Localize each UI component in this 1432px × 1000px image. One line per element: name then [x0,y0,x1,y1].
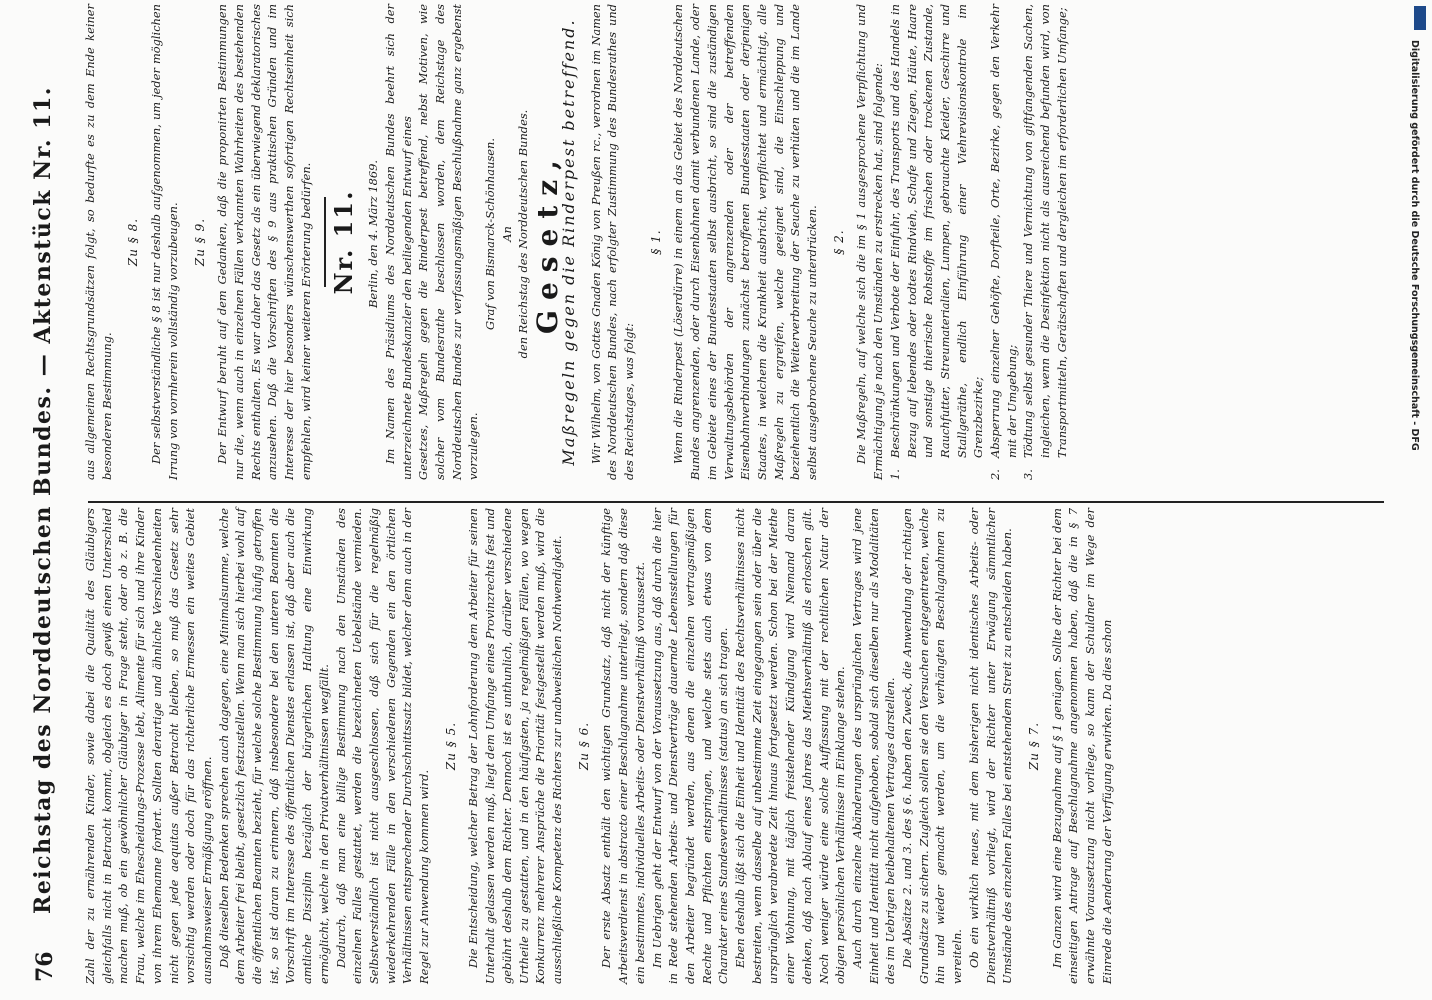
running-title: Reichstag des Norddeutschen Bundes. — Aktenstück Nr. 11. [30,86,56,914]
list-text: Beschränkungen und Verbote der Einfuhr, des Transports und des Handels in Bezug auf lebendes oder todtes Rindvieh, Schafe und Ziegen, Häute, Haare und sonstige thierische Rohstoffe im frischen oder trockenen Zustande, Rauchfutter, Streumaterialien, Lumpen, gebrauchte Kleider, Geschirre und Stallgeräthe, endlich Einführung einer Viehrevisionskontrole im Grenzbezirke; [887,4,986,458]
list-number: 3. [1021,469,1036,480]
paragraph: Die Entscheidung, welcher Betrag der Lohnforderung dem Arbeiter für seinen Unterhalt gelassen werden muß, liegt dem Umfange eines Provinzrechts fest und gebührt deshalb dem Richter. Dennoch ist es unthunlich, darüber verschiedene Urtheile zu gestatten, und in den häufigsten, ja regelmäßigen Fällen, wo wegen Konkurrenz mehrerer Ansprüche die Priorität festgestellt werden muß, wird die ausschließliche Kompetenz des Richters zur unabweislichen Nothwendigkeit. [466,508,564,984]
law-title: Gesetz, [531,150,565,334]
list-item [987,4,1020,480]
digitization-credit: Digitalisierung gefördert durch die Deutsche Forschungsgemeinschaft - DFG [1409,40,1420,451]
paragraph: Dadurch, daß man eine billige Bestimmung nach den Umständen des einzelnen Falles gestattet, werden die bezeichneten Uebelstände vermieden. Selbstverständlich ist nicht ausgeschlossen, daß sich für die regelmäßig wiederkehrenden Fälle in den verschiedenen Gegenden ein den örtlichen Verhältnissen entsprechender Durchschnittssatz bildet, welcher denn auch in der Regel zur Anwendung kommen wird. [333,508,432,984]
section-heading: Zu § 7. [1026,721,1041,771]
list-item [887,4,987,480]
column-divider [88,501,1384,503]
list-text: Tödtung selbst gesunder Thiere und Vernichtung von giftfangenden Sachen, ingleichen, wenn die Desinfektion nicht als ausreichend befunden wird, von Transportmitteln, Gerätschaften und dergleichen im erforderlichen Umfange; [1021,4,1069,458]
page-header [22,0,72,1000]
paragraph: Der selbstverständliche § 8 ist nur deshalb aufgenommen, um jeder möglichen Irrung von vornherein vollständig vorzubeugen. [149,4,180,480]
list-number: 1. [887,469,902,480]
list-text: Absperrung einzelner Gehöfte, Dorfteile, Orte, Bezirke, gegen den Verkehr mit der Umgebung; [988,4,1019,458]
paragraph: Gesetzes, Maßregeln gegen die Rinderpest betreffend, nebst Motiven, wie solcher vom Bundesrathe beschlossen worden, dem Reichstage des Norddeutschen Bundes zur verfassungsmäßigen Beschlußnahme ganz ergebenst vorzulegen. [416,4,481,480]
left-column [82,508,1115,984]
list-item [1020,4,1070,480]
paragraph: Der Entwurf beruht auf dem Gedanken, daß die proponirten Bestimmungen nur die, wenn auch in einzelnen Fällen verkannten Wahrheiten des bestehenden Rechts enthalten. Es war daher das Gesetz als ein überwiegend deklaratorisches anzusehen. Daß die Vorschriften des § 9 aus praktischen Gründen und im Interesse der hier besonders wünschenswerthen sofortigen Rechtseinheit sich empfehlen, wird keiner weiteren Erörterung bedürfen. [215,4,313,480]
paragraph: Im Uebrigen geht der Entwurf von der Voraussetzung aus, daß durch die hier in Rede stehenden Arbeits- und Dienstverträge dauernde Lebensstellungen für den Arbeiter begründet werden, aus denen die einzelnen vertragsmäßigen Rechte und Pflichten entspringen, und welche stets auch etwas von dem Charakter eines Standesverhältnisses (status) an sich tragen. [649,508,731,984]
addressee-line: den Reichstag des Norddeutschen Bundes. [516,109,531,359]
list-number: 2. [988,469,1003,480]
addressee-line: An [499,226,514,242]
paragraph: Wir Wilhelm, von Gottes Gnaden König von Preußen rc., verordnen im Namen des Norddeutschen Bundes, nach erfolgter Zustimmung des Bundesrathes und des Reichstages, was folgt: [588,4,636,480]
section-heading: Zu § 5. [443,721,458,771]
paragraph: Ob ein wirklich neues, mit dem bisherigen nicht identisches Arbeits- oder Dienstverhältniß vorliegt, wird der Richter unter Erwägung sämmtlicher Umstände des einzelnen Falles bei entstehendem Streit zu entscheiden haben. [966,508,1015,984]
document-number: Nr. 11. [329,189,359,295]
paragraph: aus allgemeinen Rechtsgrundsätzen folgt, so bedurfte es zu dem Ende keiner besonderen Bestimmung. [83,4,114,480]
section-heading: § 1. [648,229,663,255]
signature: Graf von Bismarck-Schönhausen. [483,138,498,330]
paragraph: Im Ganzen wird eine Bezugnahme auf § 1 genügen. Sollte der Richter bei dem einseitigen Antrage auf Beschlagnahme angenommen haben, daß die in § 7 erwähnte Voraussetzung nicht vorliege, so kann der Schuldner im Wege der Einrede die Aenderung der Verfügung erwirken. Da dies schon [1049,508,1114,984]
law-subtitle: Maßregeln gegen die Rinderpest betreffend. [558,18,578,466]
paragraph: Daß dieselben Bedenken sprechen auch dagegen, eine Minimalsumme, welche dem Arbeiter frei bleibt, gesetzlich festzustellen. Wenn man sich hierbei wohl auf die öffentlichen Beamten bezieht, für welche solche Bestimmung häufig getroffen ist, so ist daran zu erinnern, daß insbesondere bei den unteren Beamten die Vorschrift im Interesse des öffentlichen Dienstes erlassen ist, daß aber auch die amtliche Disziplin bezüglich der bürgerlichen Haltung eine Einwirkung ermöglicht, welche in den Privatverhältnissen wegfällt. [216,508,331,984]
place-date: Berlin, den 4. März 1869. [366,159,381,309]
paragraph: Im Namen des Präsidiums des Norddeutschen Bundes beehrt sich der unterzeichnete Bundeskanzler den beiliegenden Entwurf eines [382,4,414,480]
measures-list [887,4,1071,480]
dfg-logo [1414,6,1426,30]
paragraph: Eben deshalb läßt sich die Einheit und Identität des Rechtsverhältnisses nicht bestreiten, wenn dasselbe auf unbestimmte Zeit eingegangen sein oder über die ursprünglich verabredete Zeit hinaus fortgesetzt werden. Schon bei der Miethe einer Wohnung, mit täglich freistehender Kündigung wird Niemand daran denken, daß nach Ablauf eines Jahres das Miethsverhältniß als erloschen gilt. Noch weniger würde eine solche Auffassung mit der rechtlichen Natur der obigen persönlichen Verhältnisse im Einklange stehen. [733,508,848,984]
section-heading: Zu § 8. [126,217,141,267]
paragraph: Der erste Absatz enthält den wichtigen Grundsatz, daß nicht der künftige Arbeitsverdienst in abstracto einer Beschlagnahme unterliegt, sondern daß diese ein bestimmtes, individuelles Arbeits- oder Dienstverhältniß voraussetzt. [599,508,647,984]
paragraph: Die Maßregeln, auf welche sich die im § 1 ausgesprochene Verpflichtung und Ermächtigung je nach den Umständen zu erstrecken hat, sind folgende: [854,4,886,480]
section-heading: Zu § 9. [192,217,207,267]
paragraph: Die Absätze 2. und 3. des § 6. haben den Zweck, die Anwendung der richtigen Grundsätze zu sichern. Zugleich sollen sie den Versuchen entgegentreten, welche hin und wieder gemacht werden, um die verhängten Beschlagnahmen zu vereiteln. [900,508,965,984]
section-heading: § 2. [831,229,846,255]
paragraph: Auch durch einzelne Abänderungen des ursprünglichen Vertrages wird jene Einheit und Identität nicht aufgehoben, sobald sich dieselben nur als Modalitäten des im Uebrigen beibehaltenen Vertrages darstellen. [849,508,898,984]
paragraph: Zahl der zu ernährenden Kinder, sowie dabei die Qualität des Gläubigers gleichfalls nicht in Betracht kommt, obgleich es doch gewiß einen Unterschied machen muß, ob ein gewöhnlicher Gläubiger in Frage steht, oder ob z. B. die Frau, welche im Ehescheidungs-Prozesse lebt, Alimente für sich und ihre Kinder von ihrem Ehemanne fordert. Sollten derartige und ähnliche Verschiedenheiten nicht gegen jede aequitas außer Betracht bleiben, so muß das Gesetz sehr vorsichtig werden oder doch für das richterliche Ermessen ein weites Gebiet ausnahmsweiser Ermäßigung eröffnen. [83,508,214,984]
right-column [82,4,1071,480]
section-heading: Zu § 6. [576,721,591,771]
separator-rule [324,197,326,287]
paragraph: Wenn die Rinderpest (Löserdürre) in einem an das Gebiet des Norddeutschen Bundes angrenzenden, oder durch Eisenbahnen damit verbundenen Lande, oder im Gebiete eines der Bundesstaaten selbst ausbricht, so sind die zuständigen Verwaltungsbehörden der angrenzenden oder der betreffenden Eisenbahnverbindungen zunächst betroffenen Bundesstaaten oder derjenigen Staates, in welchem die Krankheit ausbricht, verpflichtet und ermächtigt, alle Maßregeln zu ergreifen, welche geeignet sind, die Einschleppung und beziehentlich die Weiterverbreitung der Seuche zu verhüten und die im Lande selbst ausgebrochene Seuche zu unterdrücken. [671,4,820,480]
page-number: 76 [32,951,58,982]
